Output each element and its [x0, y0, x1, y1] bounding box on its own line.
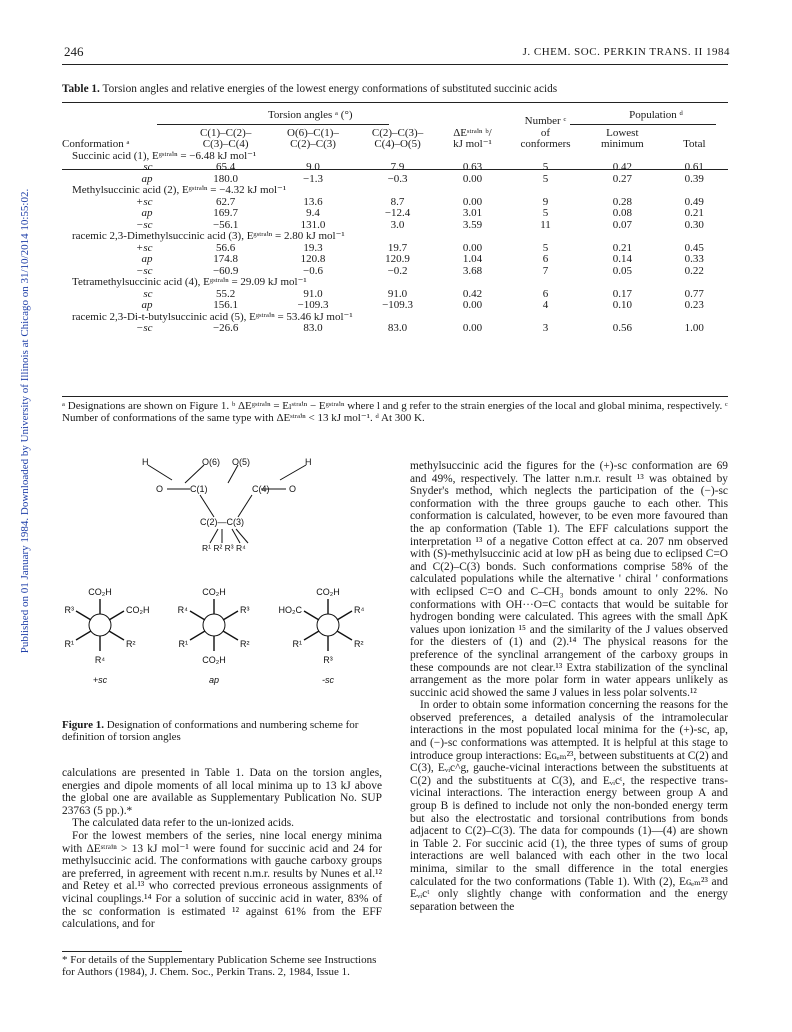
newman-label-br: R²: [126, 639, 136, 649]
newman-bond: [109, 631, 124, 640]
atom-h-left: H: [142, 457, 149, 467]
newman-projection: [178, 587, 250, 685]
newman-label-bottom: R³: [323, 655, 333, 665]
newman-label-top: CO₂H: [316, 587, 340, 597]
value-cell: 0.00: [462, 241, 483, 254]
value-cell: 9.4: [306, 207, 320, 219]
atom-h-right: H: [305, 457, 312, 467]
value-cell: 174.8: [213, 253, 239, 265]
newman-bond: [76, 611, 91, 620]
value-cell: 65.4: [216, 161, 236, 173]
value-cell: 0.00: [462, 172, 483, 185]
newman-circle: [317, 614, 339, 636]
conformation-cell: +sc: [135, 241, 153, 254]
left-paragraph-2: The calculated data refer to the un-ionized acids.: [72, 817, 295, 830]
newman-projection: [279, 587, 365, 685]
value-cell: 0.22: [684, 264, 704, 277]
value-cell: 9.0: [306, 161, 320, 173]
newman-bond: [337, 631, 352, 640]
newman-bond: [109, 611, 124, 620]
col-t3-a: C(2)–C(3)–: [371, 126, 424, 139]
newman-label-name: ap: [208, 675, 220, 685]
newman-label-left: R⁴: [177, 605, 188, 615]
value-cell: −0.6: [302, 264, 323, 277]
data-table: [62, 104, 728, 335]
structure-diagram: [148, 465, 306, 543]
header-rule: [62, 64, 728, 65]
value-cell: 91.0: [303, 287, 323, 300]
value-cell: 6: [542, 253, 549, 265]
atom-c2c3: C(2)—C(3): [200, 517, 244, 527]
value-cell: 55.2: [216, 287, 236, 300]
value-cell: 3.01: [462, 207, 483, 219]
value-cell: 5: [542, 241, 549, 254]
newman-bond: [223, 611, 238, 620]
newman-label-br: R²: [354, 639, 364, 649]
value-cell: 0.00: [462, 299, 483, 311]
atom-o6: O(6): [202, 457, 220, 467]
right-column: [410, 460, 728, 913]
value-cell: 120.8: [300, 253, 326, 265]
population-header: Population ᵈ: [629, 109, 683, 121]
col-conformers: conformers: [520, 138, 571, 150]
table-top-rule: [62, 102, 728, 103]
value-cell: 0.27: [612, 172, 632, 185]
value-cell: 0.00: [462, 195, 483, 208]
value-cell: 169.7: [213, 207, 239, 219]
value-cell: −56.1: [212, 218, 239, 231]
value-cell: 6: [542, 287, 549, 300]
col-total: Total: [683, 138, 706, 150]
compound-label: racemic 2,3-Di-t-butylsuccinic acid (5), Eᵍˢᵗʳᵃⁱⁿ = 53.46 kJ mol⁻¹: [72, 310, 353, 323]
figure-caption: [62, 719, 380, 743]
newman-label-bl: R¹: [292, 639, 302, 649]
value-cell: 0.42: [612, 161, 632, 173]
newman-label-left: R³: [64, 605, 74, 615]
value-cell: 0.08: [612, 207, 632, 219]
atom-c1: C(1): [190, 484, 208, 494]
col-t2-b: C(2)–C(3): [290, 138, 336, 150]
value-cell: 0.05: [612, 264, 632, 277]
newman-circle: [203, 614, 225, 636]
value-cell: 4: [542, 299, 549, 311]
compound-label: Methylsuccinic acid (2), Eᵍˢᵗʳᵃⁱⁿ = −4.32 kJ mol⁻¹: [72, 184, 287, 196]
value-cell: 5: [542, 207, 549, 219]
download-watermark: Published on 01 January 1984. Downloaded by University of Illinois at Chicago on 31/10/2014 10:55:02.: [19, 188, 31, 654]
value-cell: 0.30: [684, 218, 704, 231]
value-cell: 0.23: [684, 299, 704, 311]
conformation-cell: sc: [143, 161, 153, 173]
conformation-cell: −sc: [135, 218, 153, 231]
page-number: 246: [64, 44, 84, 59]
table-group-label-row: [62, 277, 728, 289]
value-cell: 7.9: [390, 161, 405, 173]
value-cell: 1.00: [684, 322, 704, 334]
col-t1-b: C(3)–C(4): [202, 138, 249, 150]
newman-bond: [223, 631, 238, 640]
conformation-cell: +sc: [135, 195, 153, 208]
value-cell: 5: [542, 172, 549, 185]
table-row: [62, 300, 728, 312]
col-conformation: Conformation ᵃ: [62, 138, 130, 150]
table-body: [62, 151, 728, 335]
table-caption: Torsion angles and relative energies of the lowest energy conformations of substituted succinic acids: [102, 83, 558, 95]
newman-bond: [190, 631, 205, 640]
atom-o-right: O: [289, 484, 297, 494]
value-cell: 5: [542, 161, 549, 173]
value-cell: 13.6: [303, 195, 323, 208]
value-cell: 0.56: [612, 322, 632, 334]
value-cell: 0.07: [612, 218, 632, 231]
conformation-cell: ap: [141, 207, 153, 219]
value-cell: −1.3: [302, 172, 323, 185]
figure-caption-text: Designation of conformations and numbering scheme for definition of torsion angles: [62, 719, 359, 743]
table-footnote: ᵃ Designations are shown on Figure 1. ᵇ ΔEᵍˢᵗʳᵃⁱⁿ = Eₗˢᵗʳᵃⁱⁿ − Eᵍˢᵗʳᵃⁱⁿ where l and g refer to the strain energies of the local and global minima, respectively. ᶜ Number of conformations of the same type with ΔEˢᵗʳᵃⁱⁿ < 13 kJ mol⁻¹. ᵈ At 300 K.: [62, 400, 728, 424]
footnote-rule: [62, 951, 182, 952]
value-cell: 83.0: [387, 322, 408, 334]
value-cell: −109.3: [382, 299, 414, 311]
value-cell: 1.04: [462, 253, 483, 265]
conformation-cell: −sc: [135, 264, 153, 277]
newman-label-bl: R¹: [178, 639, 188, 649]
value-cell: 3.0: [390, 218, 405, 231]
table-title: [62, 83, 742, 95]
value-cell: 0.61: [684, 161, 704, 173]
value-cell: 56.6: [216, 241, 236, 254]
value-cell: 0.42: [462, 287, 483, 300]
newman-bond: [337, 611, 352, 620]
newman-label-top: CO₂H: [88, 587, 112, 597]
value-cell: 0.17: [612, 287, 632, 300]
value-cell: 3: [542, 322, 549, 334]
col-energy: ΔEˢᵗʳᵃⁱⁿ ᵇ/: [453, 126, 492, 139]
value-cell: 0.39: [684, 172, 704, 185]
value-cell: 3.68: [462, 264, 483, 277]
value-cell: 19.3: [303, 241, 323, 254]
newman-label-right: R⁴: [354, 605, 365, 615]
newman-label-left: HO₂C: [278, 605, 302, 615]
left-paragraph-1: calculations are presented in Table 1. Data on the torsion angles, energies and dipole moments of all local minima up to 13 kJ above the global one are available as Supplementary Publication No. SUP 23763 (5 pp.).*: [62, 767, 382, 817]
value-cell: 0.28: [612, 195, 632, 208]
value-cell: 83.0: [303, 322, 323, 334]
newman-bond: [76, 631, 91, 640]
value-cell: 0.63: [462, 161, 483, 173]
value-cell: 7: [542, 264, 549, 277]
value-cell: 19.7: [387, 241, 408, 254]
r-labels: R¹ R² R³ R⁴: [202, 543, 246, 553]
conformation-cell: ap: [141, 299, 153, 311]
value-cell: 0.21: [684, 207, 704, 219]
newman-circle: [89, 614, 111, 636]
newman-label-right: CO₂H: [126, 605, 150, 615]
torsion-header: Torsion angles ᵃ (°): [267, 109, 353, 121]
value-cell: −0.2: [387, 264, 408, 277]
table-head-row-3: [62, 139, 728, 151]
value-cell: 0.10: [612, 299, 632, 311]
value-cell: −0.3: [387, 172, 408, 185]
left-paragraph-3: For the lowest members of the series, nine local energy minima with ΔEˢᵗʳᵃⁱⁿ > 13 kJ mol⁻¹ were found for succinic acid and 24 for methylsuccinic acid. The conformations with gauche carboxy groups are preferred, in agreement with recent n.m.r. results by Nunes et al.¹² and Retey et al.¹³ who corrected previous erroneous assignments of vicinal couplings.¹⁴ For a solution of succinic acid in water, 83% of the sc conformation is estimated ¹² against 61% from the EFF calculations, and for: [62, 829, 382, 931]
value-cell: 8.7: [390, 195, 405, 208]
conformation-cell: ap: [141, 172, 153, 185]
table-row: [62, 254, 728, 266]
table-label: Table 1.: [62, 83, 100, 95]
table-bottom-rule: [62, 396, 728, 397]
table-group-label-row: [62, 185, 728, 197]
value-cell: 180.0: [213, 172, 239, 185]
col-minimum: minimum: [600, 138, 644, 150]
col-t2-a: O(6)–C(1)–: [287, 126, 339, 139]
newman-bond: [304, 631, 319, 640]
value-cell: −26.6: [212, 322, 239, 334]
newman-bond: [304, 611, 319, 620]
conformation-cell: −sc: [135, 322, 153, 334]
value-cell: 0.45: [684, 241, 704, 254]
col-lowest: Lowest: [606, 126, 639, 139]
conformation-cell: sc: [143, 287, 153, 300]
value-cell: 0.14: [612, 253, 632, 265]
newman-label-bottom: CO₂H: [202, 655, 226, 665]
table-row: [62, 208, 728, 220]
value-cell: 3.59: [462, 218, 483, 231]
newman-label-name: -sc: [322, 675, 334, 685]
col-t1-a: C(1)–C(2)–: [200, 126, 252, 139]
col-number-of: of: [540, 126, 551, 139]
table-row: [62, 162, 728, 174]
supplementary-footnote: * For details of the Supplementary Publication Scheme see Instructions for Authors (1984), J. Chem. Soc., Perkin Trans. 2, 1984, Issue 1.: [62, 954, 377, 978]
number-header: Number ᶜ: [524, 115, 567, 127]
value-cell: 9: [542, 195, 549, 208]
value-cell: 0.49: [684, 195, 704, 208]
newman-projection: [65, 587, 150, 685]
newman-label-br: R²: [240, 639, 250, 649]
right-paragraph-2: In order to obtain some information concerning the reasons for the observed preferences, a detailed analysis of the intramolecular interactions in the most populated local minima for the (+)-sc, ap, and (−)-sc conformations was attempted. It is helpful at this stage to introduce group interactions: Eɢₑₘ²³, between substituents at C(2) and C(3), Eᵥᵢc^g, gauche-vicinal interactions between the substituents at C(2) and the substituents at C(3), and Eᵥᵢcᵗ, the respective trans-vicinal interactions. The interaction energy between group A and group B is defined to include not only the non-bonded energy term but also the electrostatic and torsional contributions from bonds adjacent to C(2)–C(3). The data for compounds (1)—(4) are shown in Table 2. For succinic acid (1), the three types of sums of group interactions are well balanced with each other in the two local minima, similar to the small difference in the total energies calculated for the two conformations (Table 1). With (2), Eɢₑₘ²³ and Eᵥᵢcᵗ only slightly change with conformation and the energy separation between the: [410, 699, 728, 913]
table-row: [62, 323, 728, 335]
value-cell: 11: [540, 218, 551, 231]
value-cell: 0.21: [612, 241, 632, 254]
newman-projections: [65, 587, 365, 685]
left-column: [62, 767, 382, 931]
value-cell: 91.0: [387, 287, 408, 300]
figure-1: [62, 455, 382, 715]
compound-label: Tetramethylsuccinic acid (4), Eᵍˢᵗʳᵃⁱⁿ = 29.09 kJ mol⁻¹: [72, 276, 307, 288]
atom-o5: O(5): [232, 457, 250, 467]
compound-label: racemic 2,3-Dimethylsuccinic acid (3), Eᵍˢᵗʳᵃⁱⁿ = 2.80 kJ mol⁻¹: [72, 230, 345, 242]
value-cell: −12.4: [384, 207, 411, 219]
table-head-row-1: [62, 104, 728, 128]
value-cell: −60.9: [212, 264, 239, 277]
newman-label-right: R³: [240, 605, 250, 615]
figure-label: Figure 1.: [62, 719, 104, 731]
value-cell: −109.3: [297, 299, 329, 311]
value-cell: 156.1: [213, 299, 239, 311]
value-cell: 131.0: [300, 218, 326, 231]
value-cell: 62.7: [216, 195, 236, 208]
value-cell: 0.00: [462, 322, 483, 334]
atom-o-left: O: [156, 484, 164, 494]
right-paragraph-1: methylsuccinic acid the figures for the (+)-sc conformation are 69 and 49%, respectively. The latter n.m.r. result ¹³ was obtained by Snyder's method, which neglects the participation of the (−)-sc conformation with the three groups gauche to each other. This conformation is calculated, however, to be even more favoured than the ap conformation (Table 1). The EFF calculations support the interpretation ¹³ of a negative Cotton effect at ca. 207 nm observed with (S)-methylsuccinic acid at low pH as being due to eclipsed C=O and C(2)–C(3) bonds. Such conformations comprise 58% of the calculated populations while the alternative ' chiral ' conformations with eclipsed C=O and C–CH₃ bonds amount to only 22%. No conformations with OH···O=C contacts that would be suitable for hydrogen bonding were calculated. This agrees with the small ΔpK values upon ionization ¹⁵ and the similarity of the J values observed for the diesters of (1) and (2).¹⁴ The physical reasons for the preference of the synclinal arrangement of the carboxy groups in these compounds are not clear.¹³ Extra stabilization of the synclinal arrangement as the more polar form in water appears unlikely as succinic acid showed the same J values in less polar solvents.¹²: [410, 460, 728, 699]
newman-label-bl: R¹: [64, 639, 74, 649]
newman-label-top: CO₂H: [202, 587, 226, 597]
journal-header: J. CHEM. SOC. PERKIN TRANS. II 1984: [522, 46, 730, 58]
newman-label-bottom: R⁴: [94, 655, 106, 665]
col-energy-unit: kJ mol⁻¹: [453, 138, 492, 150]
newman-label-name: +sc: [92, 675, 108, 685]
value-cell: 0.33: [684, 253, 704, 265]
table-group-label-row: [62, 231, 728, 243]
col-t3-b: C(4)–O(5): [374, 138, 421, 150]
conformation-cell: ap: [141, 253, 153, 265]
value-cell: 0.77: [684, 287, 704, 300]
compound-label: Succinic acid (1), Eᵍˢᵗʳᵃⁱⁿ = −6.48 kJ mol⁻¹: [72, 149, 257, 162]
value-cell: 120.9: [385, 253, 410, 265]
newman-bond: [190, 611, 205, 620]
atom-c4: C(4): [252, 484, 270, 494]
